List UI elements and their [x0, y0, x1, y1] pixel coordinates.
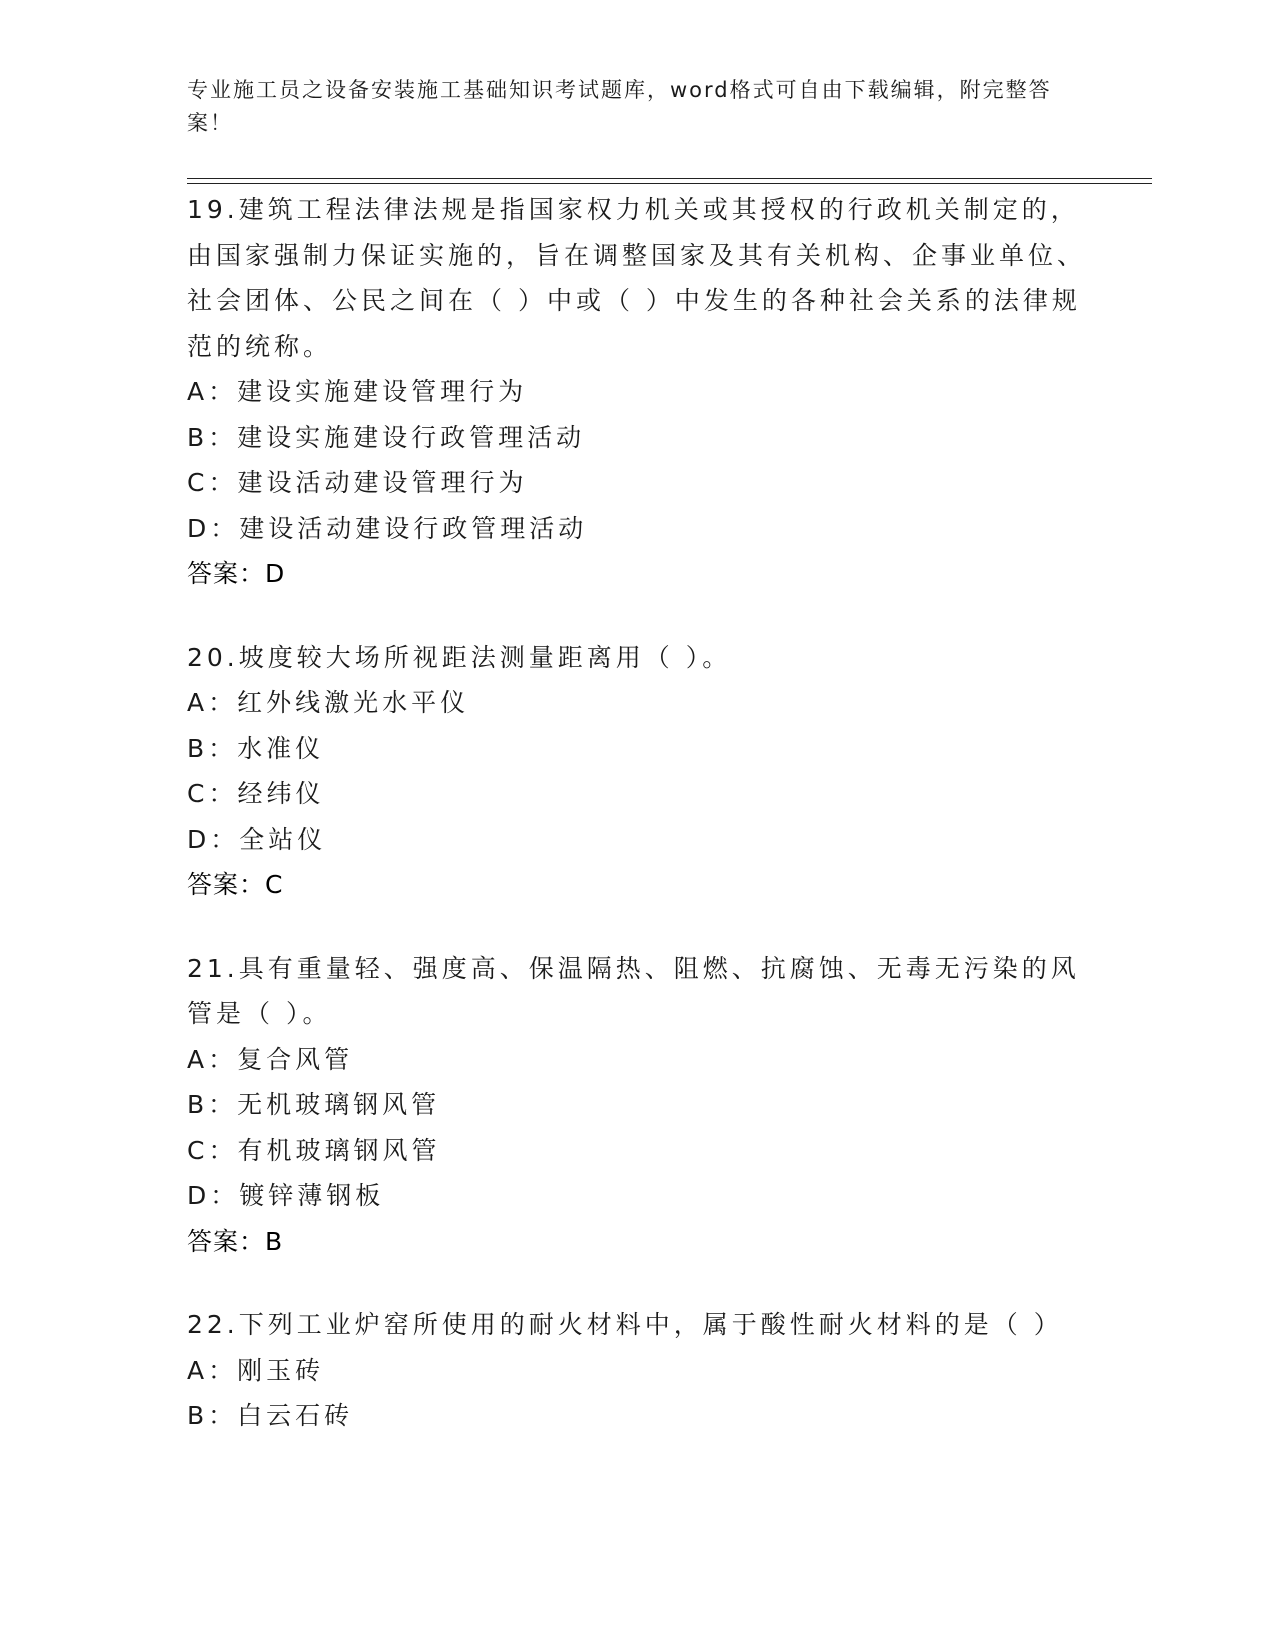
question-21 — [187, 946, 1087, 1265]
option-b: B：水准仪 — [187, 733, 325, 763]
answer-text: 答案：C — [187, 870, 284, 899]
option-a: A：复合风管 — [187, 1044, 354, 1074]
option-d: D：全站仪 — [187, 824, 327, 854]
header-divider-bottom — [187, 183, 1152, 184]
option-b: B：建设实施建设行政管理活动 — [187, 422, 586, 452]
question-list — [187, 187, 1087, 1477]
option-c: C：有机玻璃钢风管 — [187, 1135, 441, 1165]
option-d: D：镀锌薄钢板 — [187, 1181, 385, 1210]
option-b: B：无机玻璃钢风管 — [187, 1090, 441, 1119]
header-divider-top — [187, 178, 1152, 179]
option-c: C：建设活动建设管理行为 — [187, 468, 528, 497]
question-text: 20.坡度较大场所视距法测量距离用（ ）。 — [187, 642, 732, 672]
option-b: B：白云石砖 — [187, 1401, 354, 1430]
answer-text: 答案：D — [187, 559, 286, 588]
answer-text: 答案：B — [187, 1226, 284, 1256]
document-header: 专业施工员之设备安装施工基础知识考试题库，word格式可自由下载编辑，附完整答案！ — [187, 78, 1052, 135]
question-text: 21.具有重量轻、强度高、保温隔热、阻燃、抗腐蚀、无毒无污染的风管是（ ）。 — [187, 953, 1080, 1028]
option-a: A：红外线激光水平仪 — [187, 688, 470, 717]
question-19 — [187, 187, 1087, 597]
question-text: 22.下列工业炉窑所使用的耐火材料中，属于酸性耐火材料的是（ ） — [187, 1310, 1063, 1339]
question-text: 19.建筑工程法律法规是指国家权力机关或其授权的行政机关制定的，由国家强制力保证实施的，旨在调整国家及其有关机构、企事业单位、社会团体、公民之间在（ ）中或（ ）中发生的各种社会关系的法律规范的统称。 — [187, 195, 1087, 361]
question-20 — [187, 635, 1087, 908]
option-a: A：刚玉砖 — [187, 1355, 325, 1385]
option-d: D：建设活动建设行政管理活动 — [187, 513, 588, 543]
question-22 — [187, 1302, 1087, 1439]
option-a: A：建设实施建设管理行为 — [187, 377, 528, 406]
option-c: C：经纬仪 — [187, 779, 325, 808]
